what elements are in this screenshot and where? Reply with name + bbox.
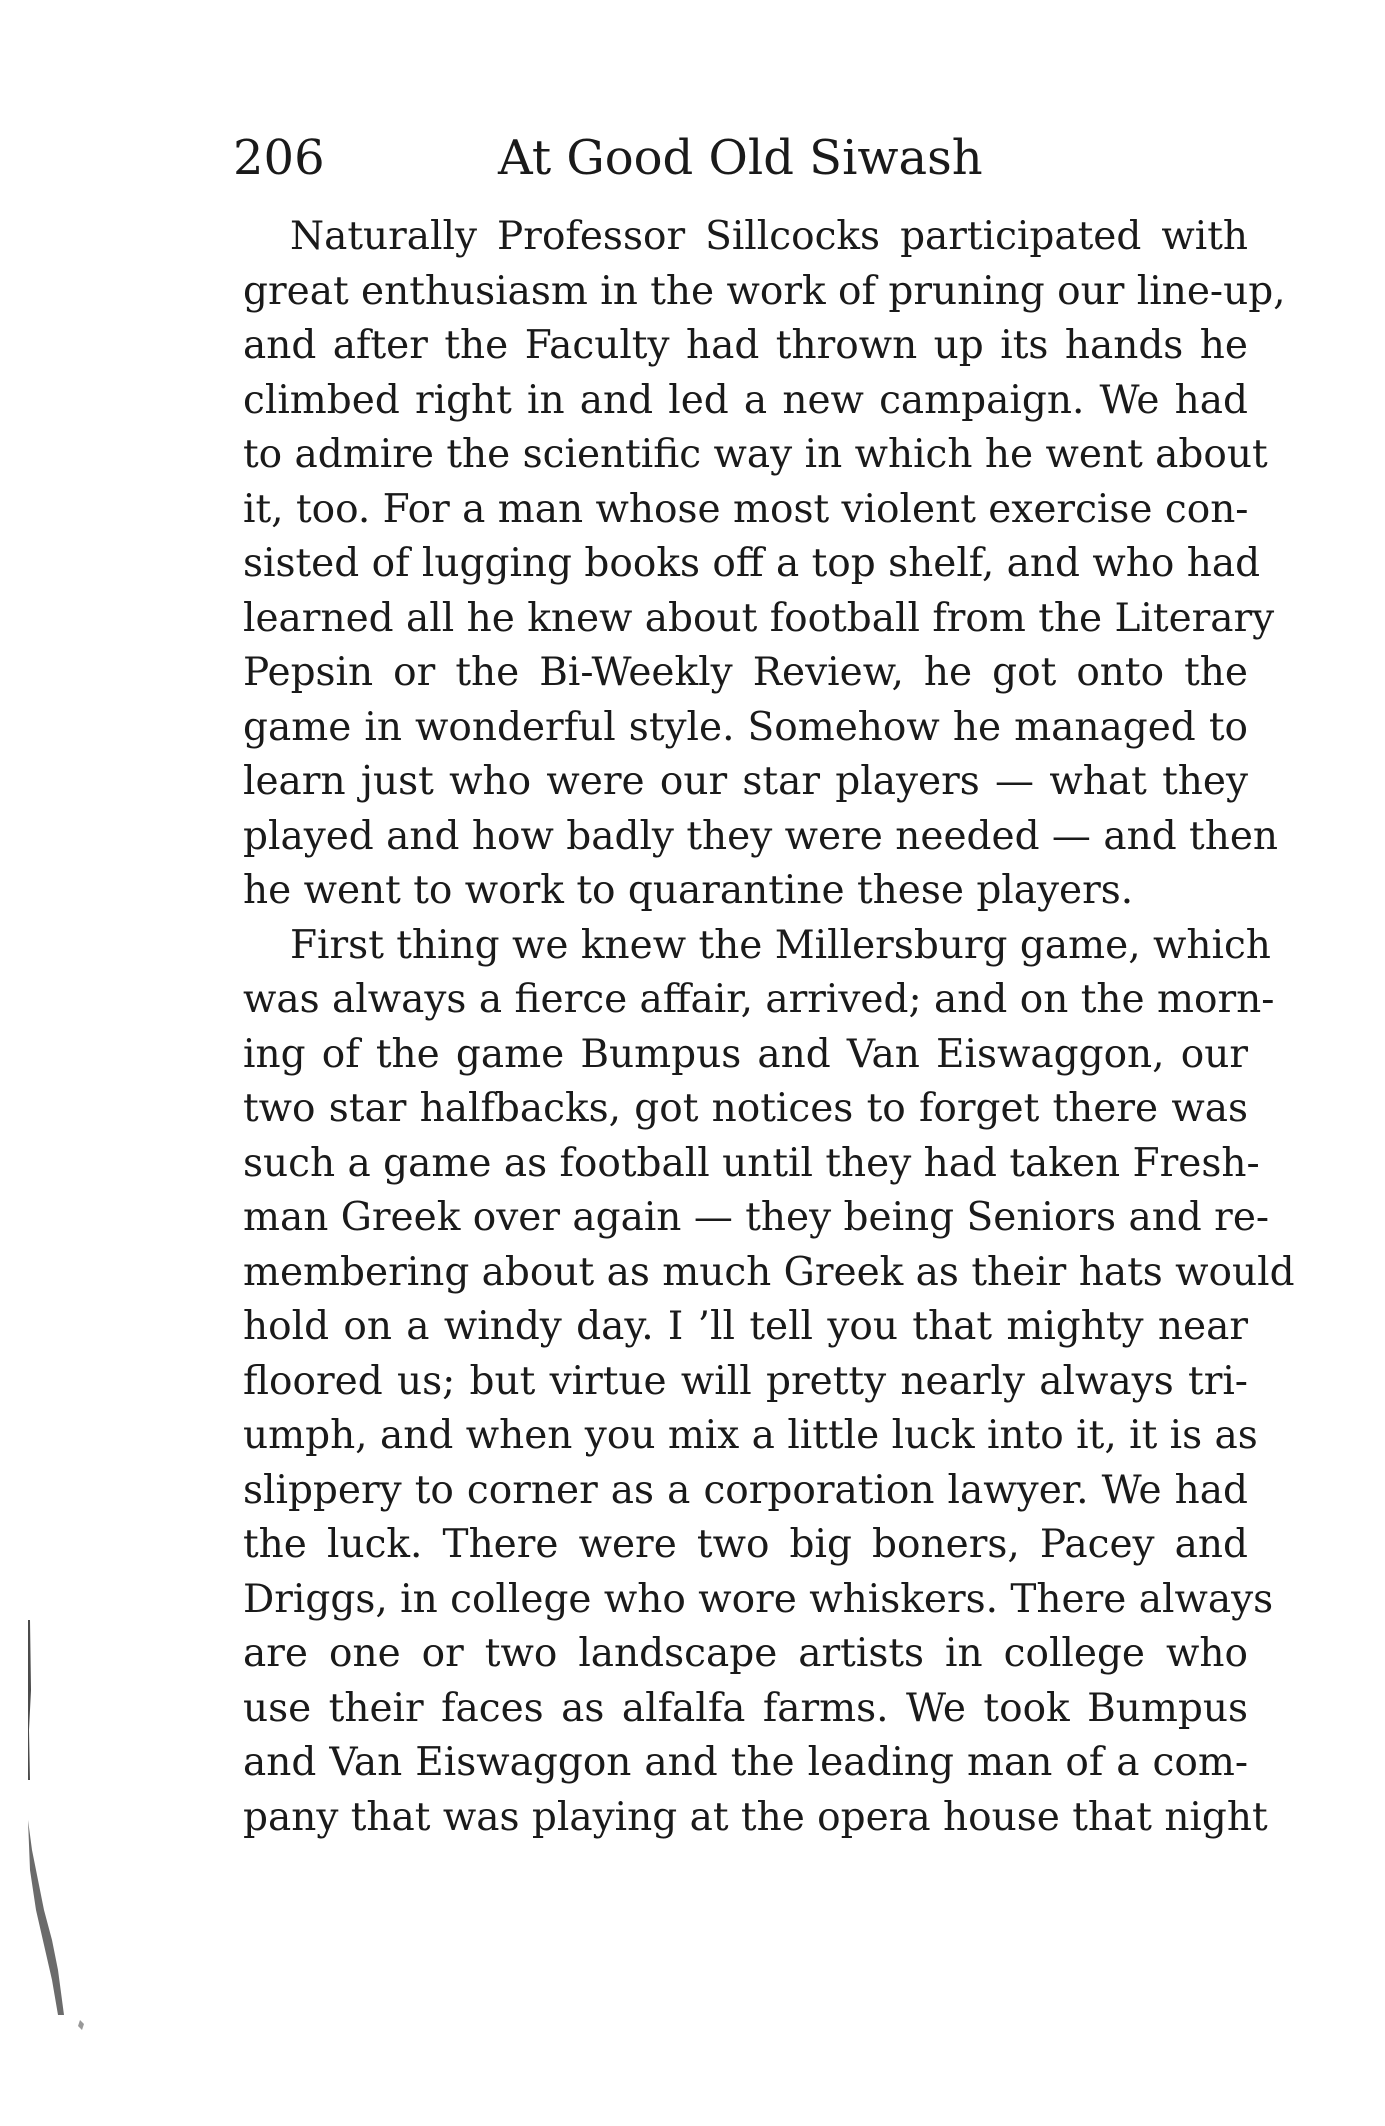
text-line: umph, and when you mix a little luck into it, it is as — [243, 1413, 1258, 1458]
text-line: it, too. For a man whose most violent exercise con- — [243, 486, 1249, 532]
text-line: floored us; but virtue will pretty nearly always tri- — [243, 1358, 1248, 1404]
text-line: Driggs, in college who wore whiskers. There always — [243, 1576, 1274, 1622]
body-text — [243, 210, 1295, 1845]
text-line: the luck. There were two big boners, Pacey and — [243, 1522, 1248, 1567]
paragraph-2 — [243, 919, 1295, 1846]
text-line: Pepsin or the Bi-Weekly Review, he got onto the — [243, 650, 1248, 695]
text-line: was always a fierce affair, arrived; and on the morn- — [243, 977, 1275, 1022]
text-line: such a game as football until they had taken Fresh- — [243, 1140, 1260, 1186]
text-line: and after the Faculty had thrown up its hands he — [243, 323, 1248, 368]
text-line: are one or two landscape artists in college who — [243, 1631, 1248, 1676]
text-line: learned all he knew about football from the Literary — [243, 595, 1275, 641]
text-line: great enthusiasm in the work of pruning our line-up, — [243, 268, 1286, 314]
text-line: and Van Eiswaggon and the leading man of a com- — [243, 1740, 1248, 1785]
text-line: slippery to corner as a corporation lawyer. We had — [243, 1467, 1248, 1513]
text-line: sisted of lugging books off a top shelf, and who had — [243, 541, 1261, 586]
paragraph-1 — [243, 210, 1286, 919]
text-line: membering about as much Greek as their hats would — [243, 1249, 1295, 1295]
text-line: played and how badly they were needed — and then — [243, 813, 1279, 859]
text-line: learn just who were our star players — what they — [243, 759, 1248, 804]
running-head — [233, 128, 1253, 188]
text-line: climbed right in and led a new campaign. We had — [243, 377, 1248, 423]
text-line: man Greek over again — they being Seniors and re- — [243, 1195, 1270, 1240]
running-title: At Good Old Siwash — [498, 130, 983, 186]
text-line: First thing we knew the Millersburg game, which — [290, 922, 1271, 968]
text-line: use their faces as alfalfa farms. We took Bumpus — [243, 1685, 1248, 1731]
text-line: two star halfbacks, got notices to forget there was — [243, 1086, 1248, 1131]
page-number: 206 — [233, 130, 325, 186]
text-line: ing of the game Bumpus and Van Eiswaggon, our — [243, 1031, 1248, 1077]
text-line: game in wonderful style. Somehow he managed to — [243, 704, 1248, 750]
text-line: pany that was playing at the opera house that night — [243, 1794, 1268, 1840]
text-line: he went to work to quarantine these players. — [243, 868, 1134, 913]
text-line: Naturally Professor Sillcocks participated with — [290, 214, 1248, 259]
text-line: to admire the scientific way in which he went about — [243, 432, 1268, 477]
scan-margin-mark — [18, 1620, 88, 2040]
text-line: hold on a windy day. I ’ll tell you that mighty near — [243, 1304, 1248, 1349]
